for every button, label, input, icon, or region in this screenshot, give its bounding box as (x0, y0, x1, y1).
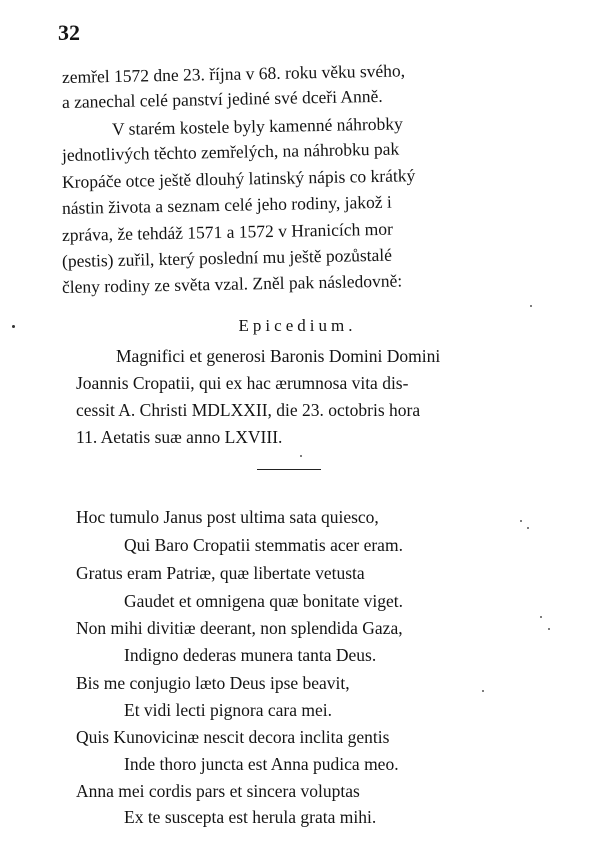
prose-line: V starém kostele byly kamenné náhrobky (111, 113, 403, 139)
poem-line: Et vidi lecti pignora cara mei. (124, 700, 332, 720)
prose-line: Kropáče otce ještě dlouhý latinský nápis co krátký (61, 165, 416, 192)
prose-line: jednotlivých těchto zemřelých, na náhrobku pak (61, 138, 400, 165)
poem-line: Bis me conjugio læto Deus ipse beavit, (76, 673, 350, 693)
poem-line: Anna mei cordis pars et sincera voluptas (76, 781, 360, 801)
prose-line: a zanechal celé panství jediné své dceři Anně. (61, 85, 383, 112)
poem-line: Gratus eram Patriæ, quæ libertate vetusta (76, 563, 365, 583)
poem-line: Indigno dederas munera tanta Deus. (124, 645, 377, 665)
page-number: 32 (58, 20, 80, 45)
inscription-line: cessit A. Christi MDLXXII, die 23. octobris hora (76, 400, 421, 420)
poem-line: Gaudet et omnigena quæ bonitate viget. (124, 591, 403, 611)
poem-line: Quis Kunovicinæ nescit decora inclita gentis (76, 727, 390, 747)
poem-line: Qui Baro Cropatii stemmatis acer eram. (124, 535, 403, 555)
prose-line: (pestis) zuřil, který poslední mu ještě pozůstalé (61, 244, 393, 271)
poem-line: Non mihi divitiæ deerant, non splendida Gaza, (76, 618, 403, 638)
section-divider (257, 469, 321, 470)
poem-line: Hoc tumulo Janus post ultima sata quiesco, (76, 507, 379, 527)
prose-line: zemřel 1572 dne 23. října v 68. roku věku svého, (61, 60, 406, 87)
inscription-line: Joannis Cropatii, qui ex hac ærumnosa vita dis- (76, 373, 409, 393)
prose-line: nástin života a seznam celé jeho rodiny, jakož i (61, 191, 392, 218)
poem-line: Inde thoro juncta est Anna pudica meo. (124, 754, 399, 774)
poem-line: Ex te suscepta est herula grata mihi. (124, 807, 377, 827)
section-heading: Epicedium. (238, 316, 357, 335)
inscription-line: Magnifici et generosi Baronis Domini Domini (116, 346, 441, 366)
prose-line: členy rodiny ze světa vzal. Zněl pak následovně: (61, 270, 403, 297)
inscription-line: 11. Aetatis suæ anno LXVIII. (76, 427, 283, 447)
prose-line: zpráva, že tehdáž 1571 a 1572 v Hranicích mor (61, 218, 394, 245)
